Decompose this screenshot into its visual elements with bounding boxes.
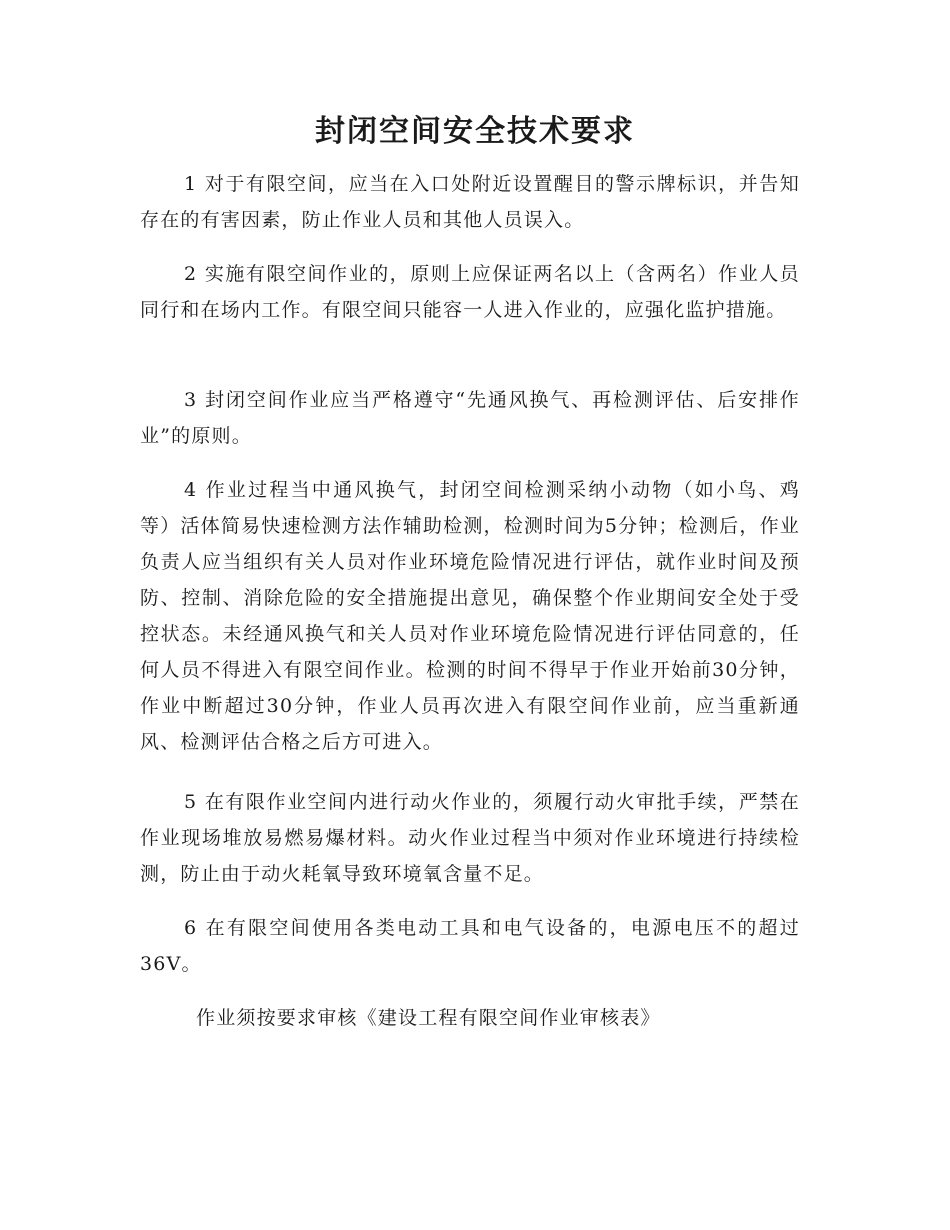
requirement-paragraph-5: 5 在有限作业空间内进行动火作业的，须履行动火审批手续，严禁在作业现场堆放易燃易爆材料。动火作业过程当中须对作业环境进行持续检测，防止由于动火耗氧导致环境氧含量不足。 (140, 791, 800, 885)
closing-note: 作业须按要求审核《建设工程有限空间作业审核表》 (196, 1007, 661, 1029)
requirement-paragraph-2: 2 实施有限空间作业的，原则上应保证两名以上（含两名）作业人员同行和在场内工作。有限空间只能容一人进入作业的，应强化监护措施。 (140, 263, 800, 321)
requirement-paragraph-1: 1 对于有限空间，应当在入口处附近设置醒目的警示牌标识，并告知存在的有害因素，防止作业人员和其他人员误入。 (140, 173, 800, 231)
requirement-paragraph-4: 4 作业过程当中通风换气，封闭空间检测采纳小动物（如小鸟、鸡等）活体简易快速检测方法作辅助检测，检测时间为5分钟；检测后，作业负责人应当组织有关人员对作业环境危险情况进行评估，就作业时间及预防、控制、消除危险的安全措施提出意见，确保整个作业期间安全处于受控状态。未经通风换气和关人员对作业环境危险情况进行评估同意的，任何人员不得进入有限空间作业。检测的时间不得早于作业开始前30分钟，作业中断超过30分钟，作业人员再次进入有限空间作业前，应当重新通风、检测评估合格之后方可进入。 (140, 479, 800, 753)
requirement-paragraph-6: 6 在有限空间使用各类电动工具和电气设备的，电源电压不的超过36V。 (140, 917, 800, 975)
requirement-paragraph-3: 3 封闭空间作业应当严格遵守“先通风换气、再检测评估、后安排作业”的原则。 (140, 389, 800, 447)
document-title: 封闭空间安全技术要求 (315, 114, 635, 149)
